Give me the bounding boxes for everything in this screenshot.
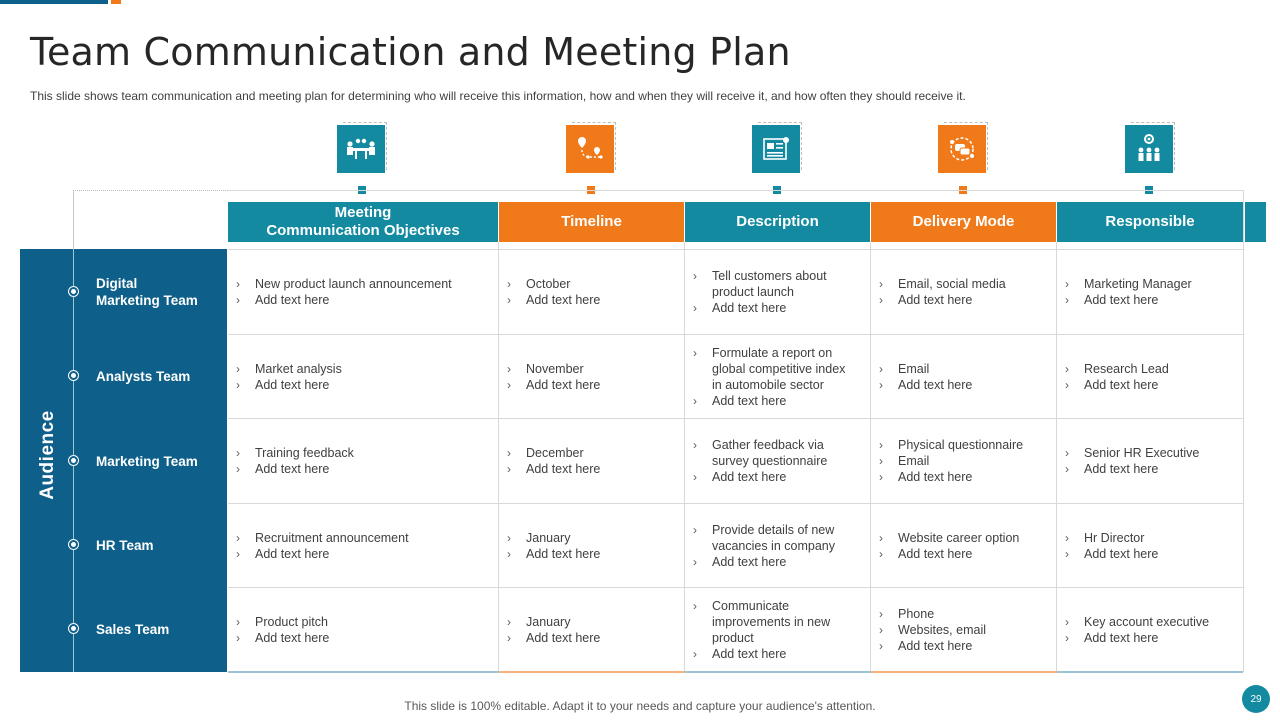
chevron-right-icon: ›	[879, 361, 883, 376]
cell-bullet	[507, 377, 677, 393]
table-cell	[693, 250, 858, 333]
column-divider	[870, 242, 871, 672]
cell-text: Website career option	[898, 530, 1020, 545]
cell-bullet	[236, 361, 491, 377]
cell-text: Recruitment announcement	[255, 530, 409, 545]
meeting-icon	[337, 125, 385, 173]
cell-text: Add text here	[255, 630, 330, 645]
cell-bullet	[693, 554, 858, 570]
cell-bullet	[693, 437, 858, 469]
chevron-right-icon: ›	[507, 276, 511, 291]
table-cell	[1065, 335, 1235, 418]
page-number: 29	[1242, 685, 1270, 713]
cell-text: Provide details of new vacancies in company	[712, 522, 835, 553]
cell-bullet	[236, 614, 491, 630]
chevron-right-icon: ›	[879, 292, 883, 307]
cell-text: New product launch announcement	[255, 276, 452, 291]
chevron-right-icon: ›	[1065, 377, 1069, 392]
team-label-sales: Sales Team	[96, 622, 170, 637]
chevron-right-icon: ›	[693, 437, 697, 452]
cell-text: Add text here	[1084, 546, 1159, 561]
cell-text: Formulate a report on global competitive index in automobile sector	[712, 345, 846, 392]
bottom-accent	[1057, 671, 1243, 673]
cell-bullet	[236, 276, 491, 292]
chevron-right-icon: ›	[236, 361, 240, 376]
cell-bullet	[879, 530, 1049, 546]
chevron-right-icon: ›	[507, 630, 511, 645]
table-cell	[693, 419, 858, 502]
cell-text: Hr Director	[1084, 530, 1145, 545]
chevron-right-icon: ›	[879, 276, 883, 291]
cell-text: Email, social media	[898, 276, 1006, 291]
cell-bullet	[507, 276, 677, 292]
cell-bullet	[879, 437, 1049, 453]
cell-text: Email	[898, 453, 930, 468]
chevron-right-icon: ›	[879, 606, 883, 621]
column-icon-delivery	[932, 120, 992, 176]
responsible-icon	[1125, 125, 1173, 173]
table-cell	[1065, 588, 1235, 671]
cell-text: Tell customers about product launch	[712, 268, 827, 299]
cell-text: Add text here	[898, 546, 973, 561]
cell-text: Marketing Manager	[1084, 276, 1192, 291]
footer-note: This slide is 100% editable. Adapt it to your needs and capture your audience's attention.	[404, 699, 876, 713]
cell-text: Add text here	[1084, 292, 1159, 307]
chevron-right-icon: ›	[693, 646, 697, 661]
cell-bullet	[693, 522, 858, 554]
table-cell	[236, 335, 491, 418]
timeline-icon	[566, 125, 614, 173]
bottom-accent	[228, 671, 499, 673]
cell-bullet	[507, 530, 677, 546]
chevron-right-icon: ›	[236, 461, 240, 476]
cell-bullet	[693, 598, 858, 646]
column-icon-meeting	[331, 120, 391, 176]
table-cell	[507, 335, 677, 418]
cell-text: Add text here	[526, 292, 601, 307]
cell-bullet	[879, 469, 1049, 485]
cell-text: Add text here	[255, 292, 330, 307]
cell-bullet	[693, 345, 858, 393]
chevron-right-icon: ›	[693, 522, 697, 537]
cell-text: Add text here	[526, 630, 601, 645]
cell-bullet	[507, 546, 677, 562]
cell-bullet	[693, 646, 858, 662]
cell-text: Add text here	[1084, 377, 1159, 392]
chevron-right-icon: ›	[693, 393, 697, 408]
cell-text: Key account executive	[1084, 614, 1210, 629]
chevron-right-icon: ›	[236, 292, 240, 307]
cell-bullet	[879, 377, 1049, 393]
table-cell	[879, 335, 1049, 418]
cell-bullet	[236, 292, 491, 308]
cell-text: Training feedback	[255, 445, 354, 460]
cell-text: Add text here	[255, 461, 330, 476]
cell-text: Email	[898, 361, 930, 376]
cell-text: Phone	[898, 606, 935, 621]
cell-text: Add text here	[898, 292, 973, 307]
chevron-right-icon: ›	[236, 276, 240, 291]
chevron-right-icon: ›	[507, 292, 511, 307]
row-marker	[69, 371, 78, 380]
page-title: Team Communication and Meeting Plan	[30, 30, 791, 74]
frame-line	[1243, 190, 1244, 672]
column-header-responsible: Responsible	[1057, 202, 1243, 242]
cell-bullet	[693, 469, 858, 485]
chevron-right-icon: ›	[236, 377, 240, 392]
cell-bullet	[236, 530, 491, 546]
cell-bullet	[1065, 546, 1235, 562]
column-icon-description	[746, 120, 806, 176]
cell-text: Add text here	[1084, 630, 1159, 645]
column-header-timeline: Timeline	[499, 202, 684, 242]
chevron-right-icon: ›	[236, 546, 240, 561]
cell-bullet	[1065, 377, 1235, 393]
cell-text: Research Lead	[1084, 361, 1169, 376]
table-cell	[693, 588, 858, 671]
bottom-accent	[871, 671, 1057, 673]
cell-bullet	[1065, 445, 1235, 461]
cell-bullet	[236, 445, 491, 461]
cell-bullet	[236, 377, 491, 393]
cell-text: Senior HR Executive	[1084, 445, 1200, 460]
chevron-right-icon: ›	[507, 461, 511, 476]
column-divider	[1056, 242, 1057, 672]
table-cell	[236, 419, 491, 502]
chevron-right-icon: ›	[236, 630, 240, 645]
table-cell	[879, 250, 1049, 333]
chevron-right-icon: ›	[693, 300, 697, 315]
top-accent-bar-orange	[111, 0, 121, 4]
cell-text: Product pitch	[255, 614, 328, 629]
cell-text: Websites, email	[898, 622, 986, 637]
team-label-marketing: Marketing Team	[96, 454, 198, 469]
row-marker	[69, 540, 78, 549]
cell-bullet	[507, 361, 677, 377]
chevron-right-icon: ›	[236, 445, 240, 460]
row-marker	[69, 624, 78, 633]
table-cell	[1065, 419, 1235, 502]
cell-text: Add text here	[255, 546, 330, 561]
chevron-right-icon: ›	[1065, 630, 1069, 645]
chevron-right-icon: ›	[879, 469, 883, 484]
cell-bullet	[879, 606, 1049, 622]
cell-text: Communicate improvements in new product	[712, 598, 831, 645]
cell-bullet	[507, 445, 677, 461]
table-cell	[879, 588, 1049, 671]
cell-bullet	[1065, 292, 1235, 308]
cell-bullet	[507, 292, 677, 308]
page-subtitle: This slide shows team communication and meeting plan for determining who will receive this information, how and when they will receive it, and how often they should receive it.	[30, 89, 966, 103]
cell-bullet	[1065, 530, 1235, 546]
cell-bullet	[1065, 276, 1235, 292]
cell-bullet	[879, 453, 1049, 469]
cell-text: Add text here	[712, 646, 787, 661]
chevron-right-icon: ›	[507, 445, 511, 460]
cell-bullet	[693, 393, 858, 409]
table-cell	[507, 250, 677, 333]
chevron-right-icon: ›	[879, 546, 883, 561]
cell-bullet	[693, 268, 858, 300]
cell-bullet	[1065, 614, 1235, 630]
chevron-right-icon: ›	[1065, 614, 1069, 629]
chevron-right-icon: ›	[693, 469, 697, 484]
cell-bullet	[693, 300, 858, 316]
table-cell	[693, 335, 858, 418]
header-tail	[1245, 202, 1266, 242]
table-cell	[879, 504, 1049, 587]
cell-bullet	[879, 361, 1049, 377]
cell-text: January	[526, 614, 571, 629]
cell-text: Add text here	[526, 461, 601, 476]
chevron-right-icon: ›	[1065, 361, 1069, 376]
chevron-right-icon: ›	[1065, 445, 1069, 460]
cell-text: Add text here	[712, 554, 787, 569]
row-marker	[69, 456, 78, 465]
table-cell	[1065, 250, 1235, 333]
chevron-right-icon: ›	[693, 554, 697, 569]
chevron-right-icon: ›	[879, 530, 883, 545]
table-cell	[1065, 504, 1235, 587]
cell-text: Add text here	[526, 546, 601, 561]
column-icon-timeline	[560, 120, 620, 176]
delivery-icon	[938, 125, 986, 173]
top-accent-bar	[0, 0, 108, 4]
cell-bullet	[236, 546, 491, 562]
cell-text: Add text here	[712, 300, 787, 315]
team-label-analysts: Analysts Team	[96, 369, 191, 384]
frame-line	[228, 190, 1244, 191]
column-divider	[684, 242, 685, 672]
cell-text: Market analysis	[255, 361, 342, 376]
cell-bullet	[1065, 630, 1235, 646]
chevron-right-icon: ›	[879, 638, 883, 653]
chevron-right-icon: ›	[693, 268, 697, 283]
cell-text: Add text here	[255, 377, 330, 392]
cell-bullet	[507, 614, 677, 630]
chevron-right-icon: ›	[507, 546, 511, 561]
table-cell	[507, 419, 677, 502]
cell-text: Add text here	[898, 469, 973, 484]
chevron-right-icon: ›	[507, 614, 511, 629]
cell-text: Add text here	[1084, 461, 1159, 476]
cell-text: Physical questionnaire	[898, 437, 1024, 452]
cell-bullet	[879, 276, 1049, 292]
row-marker	[69, 287, 78, 296]
cell-text: Add text here	[898, 638, 973, 653]
cell-bullet	[879, 546, 1049, 562]
chevron-right-icon: ›	[507, 361, 511, 376]
chevron-right-icon: ›	[1065, 546, 1069, 561]
cell-text: January	[526, 530, 571, 545]
chevron-right-icon: ›	[236, 530, 240, 545]
cell-bullet	[507, 630, 677, 646]
chevron-right-icon: ›	[879, 437, 883, 452]
table-cell	[236, 588, 491, 671]
cell-bullet	[1065, 461, 1235, 477]
cell-text: Gather feedback via survey questionnaire	[712, 437, 828, 468]
chevron-right-icon: ›	[236, 614, 240, 629]
team-label-hr: HR Team	[96, 538, 154, 553]
table-cell	[879, 419, 1049, 502]
team-label-digital-marketing: Digital Marketing Team	[96, 276, 198, 308]
cell-bullet	[1065, 361, 1235, 377]
frame-line	[73, 190, 228, 191]
table-cell	[693, 504, 858, 587]
table-cell	[236, 250, 491, 333]
cell-text: Add text here	[712, 469, 787, 484]
column-header-objectives: Meeting Communication Objectives	[228, 202, 498, 242]
chevron-right-icon: ›	[1065, 292, 1069, 307]
cell-text: Add text here	[898, 377, 973, 392]
column-divider	[498, 242, 499, 672]
chevron-right-icon: ›	[1065, 461, 1069, 476]
cell-text: Add text here	[526, 377, 601, 392]
column-header-delivery-mode: Delivery Mode	[871, 202, 1056, 242]
chevron-right-icon: ›	[1065, 276, 1069, 291]
chevron-right-icon: ›	[507, 377, 511, 392]
cell-text: Add text here	[712, 393, 787, 408]
cell-bullet	[236, 461, 491, 477]
table-cell	[507, 504, 677, 587]
bottom-accent	[499, 671, 685, 673]
cell-text: December	[526, 445, 584, 460]
chevron-right-icon: ›	[507, 530, 511, 545]
chevron-right-icon: ›	[693, 598, 697, 613]
column-header-description: Description	[685, 202, 870, 242]
bottom-accent	[685, 671, 871, 673]
chevron-right-icon: ›	[879, 622, 883, 637]
description-icon	[752, 125, 800, 173]
chevron-right-icon: ›	[693, 345, 697, 360]
chevron-right-icon: ›	[1065, 530, 1069, 545]
table-cell	[507, 588, 677, 671]
chevron-right-icon: ›	[879, 377, 883, 392]
audience-label: Audience	[37, 410, 58, 500]
cell-bullet	[236, 630, 491, 646]
cell-bullet	[879, 622, 1049, 638]
chevron-right-icon: ›	[879, 453, 883, 468]
column-icon-responsible	[1119, 120, 1179, 176]
cell-text: October	[526, 276, 571, 291]
cell-bullet	[879, 638, 1049, 654]
cell-bullet	[879, 292, 1049, 308]
cell-bullet	[507, 461, 677, 477]
cell-text: November	[526, 361, 584, 376]
table-cell	[236, 504, 491, 587]
